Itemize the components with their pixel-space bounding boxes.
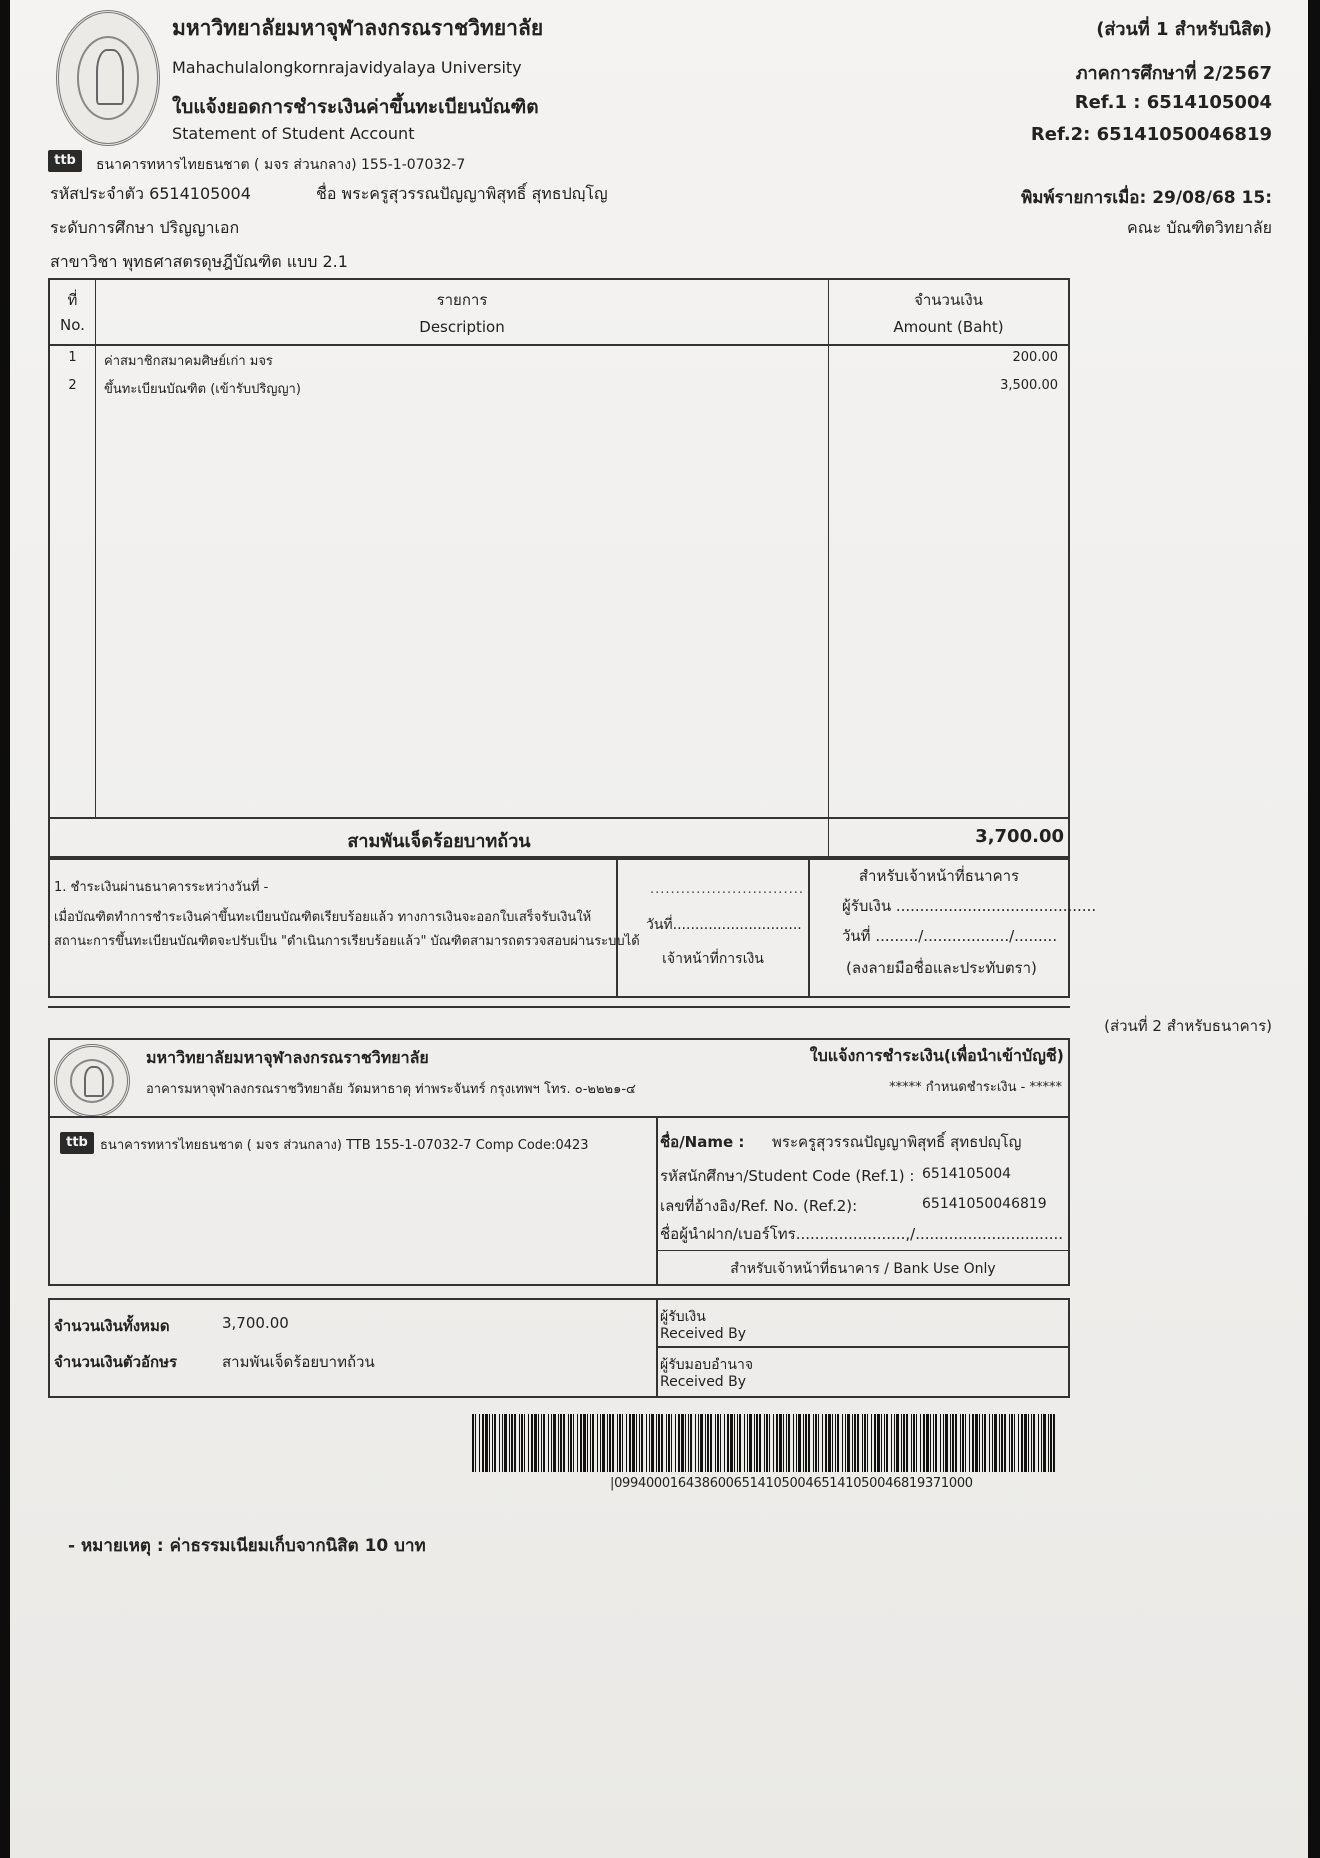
part2-bank-account: ธนาคารทหารไทยธนชาต ( มจร ส่วนกลาง) TTB 155-1-07032-7 Comp Code:0423 [100,1138,589,1153]
student-name: ชื่อ พระครูสุวรรณปัญญาพิสุทธิ์ สุทธปญฺโญ [316,184,608,203]
university-seal-logo [56,10,160,146]
part2-due-date: ***** กำหนดชำระเงิน - ***** [889,1080,1062,1095]
part2-header-box [48,1038,1070,1118]
ref2: Ref.2: 65141050046819 [1030,124,1272,145]
barcode-number: |099400016438600651410500465141050046819371000 [610,1476,973,1491]
col-desc-header-en: Description [419,318,505,336]
bank-staff-receiver: ผู้รับเงิน .......................................... [842,897,1097,915]
footer-note: - หมายเหตุ : ค่าธรรมเนียมเก็บจากนิสิต 10 บาท [68,1536,426,1556]
notes-box [48,858,1097,998]
part2-amount-box [48,1298,1070,1398]
total-amount-label: จำนวนเงินทั้งหมด [54,1317,170,1335]
items-table [48,278,1070,858]
row-description: ขึ้นทะเบียนบัณฑิต (เข้ารับปริญญา) [104,382,301,397]
ttb-bank-logo: ttb [48,150,82,172]
amount-words-label: จำนวนเงินตัวอักษร [54,1353,178,1371]
part2-university-name: มหาวิทยาลัยมหาจุฬาลงกรณราชวิทยาลัย [146,1048,429,1067]
row-amount: 200.00 [1012,350,1058,365]
document-title-en: Statement of Student Account [172,124,415,143]
ttb-bank-logo-small: ttb [60,1132,94,1154]
semester: ภาคการศึกษาที่ 2/2567 [1075,63,1272,84]
ref-no-value: 65141050046819 [922,1196,1047,1212]
name-value: พระครูสุวรรณปัญญาพิสุทธิ์ สุทธปญฺโญ [772,1133,1022,1151]
total-amount: 3,700.00 [975,826,1064,847]
part2-label: (ส่วนที่ 2 สำหรับธนาคาร) [1104,1017,1272,1035]
note-line-2: เมื่อบัณฑิตทำการชำระเงินค่าขึ้นทะเบียนบัณฑิตเรียบร้อยแล้ว ทางการเงินจะออกใบเสร็จรับเงินให้ [54,910,592,925]
statement-paper [10,0,1308,1858]
part2-notice-title: ใบแจ้งการชำระเงิน(เพื่อนำเข้าบัญชี) [809,1046,1064,1065]
received-by-th: ผู้รับเงิน [660,1309,706,1325]
authorized-receiver-th: ผู้รับมอบอำนาจ [660,1357,754,1373]
authorized-receiver-en: Received By [660,1374,747,1390]
education-level: ระดับการศึกษา ปริญญาเอก [50,218,240,237]
student-code-value: 6514105004 [922,1166,1012,1182]
ref1: Ref.1 : 6514105004 [1074,92,1272,113]
note-line-3: สถานะการขึ้นทะเบียนบัณฑิตจะปรับเป็น "ดำเนินการเรียบร้อยแล้ว" บัณฑิตสามารถตรวจสอบผ่านระบบได้ [54,934,640,949]
document-title-th: ใบแจ้งยอดการชำระเงินค่าขึ้นทะเบียนบัณฑิต [172,96,539,118]
col-desc-header-th: รายการ [436,291,488,309]
row-description: ค่าสมาชิกสมาคมศิษย์เก่า มจร [104,354,273,369]
barcode-bar [1055,1414,1058,1472]
bank-staff-date: วันที่ ........./................../......... [842,927,1058,945]
total-amount-value: 3,700.00 [222,1314,289,1332]
finance-date: วันที่............................. [646,917,802,933]
row-no: 2 [68,378,77,393]
bank-use-only: สำหรับเจ้าหน้าที่ธนาคาร / Bank Use Only [730,1261,996,1277]
bank-staff-title: สำหรับเจ้าหน้าที่ธนาคาร [858,867,1020,885]
part1-label: (ส่วนที่ 1 สำหรับนิสิต) [1096,19,1272,40]
cut-line [48,1006,1070,1008]
col-no-header-en: No. [60,316,85,334]
ref-no-label: เลขที่อ้างอิง/Ref. No. (Ref.2): [660,1197,858,1215]
part2-detail-box [48,1116,1070,1286]
finance-signature-line: .............................. [650,882,804,897]
received-by-en: Received By [660,1326,747,1342]
row-amount: 3,500.00 [1000,378,1058,393]
depositor-field: ชื่อผู้นำฝาก/เบอร์โทร.......................,/............................... [660,1225,1064,1243]
payment-barcode [472,1414,1060,1472]
part2-address: อาคารมหาจุฬาลงกรณราชวิทยาลัย วัดมหาธาตุ ท่าพระจันทร์ กรุงเทพฯ โทร. ๐-๒๒๒๑-๔ [146,1082,636,1097]
university-name-th: มหาวิทยาลัยมหาจุฬาลงกรณราชวิทยาลัย [172,16,544,40]
student-id: รหัสประจำตัว 6514105004 [50,184,251,203]
row-no: 1 [68,350,77,365]
program: สาขาวิชา พุทธศาสตรดุษฎีบัณฑิต แบบ 2.1 [50,252,348,271]
finance-officer: เจ้าหน้าที่การเงิน [662,951,764,967]
university-name-en: Mahachulalongkornrajavidyalaya University [172,58,522,77]
col-no-header-th: ที่ [67,291,78,309]
bank-account-line: ธนาคารทหารไทยธนชาต ( มจร ส่วนกลาง) 155-1-07032-7 [96,157,466,173]
col-amount-header-th: จำนวนเงิน [914,291,983,309]
total-in-words: สามพันเจ็ดร้อยบาทถ้วน [347,831,531,852]
faculty: คณะ บัณฑิตวิทยาลัย [1127,218,1272,237]
col-amount-header-en: Amount (Baht) [893,318,1004,336]
university-seal-logo-small [54,1044,130,1118]
amount-words-value: สามพันเจ็ดร้อยบาทถ้วน [222,1353,375,1371]
note-line-1: 1. ชำระเงินผ่านธนาคารระหว่างวันที่ - [54,880,269,895]
student-code-label: รหัสนักศึกษา/Student Code (Ref.1) : [660,1167,915,1185]
printed-datetime: พิมพ์รายการเมื่อ: 29/08/68 15: [1021,188,1272,208]
bank-staff-sign-note: (ลงลายมือชื่อและประทับตรา) [846,959,1037,977]
name-label: ชื่อ/Name : [660,1133,745,1151]
